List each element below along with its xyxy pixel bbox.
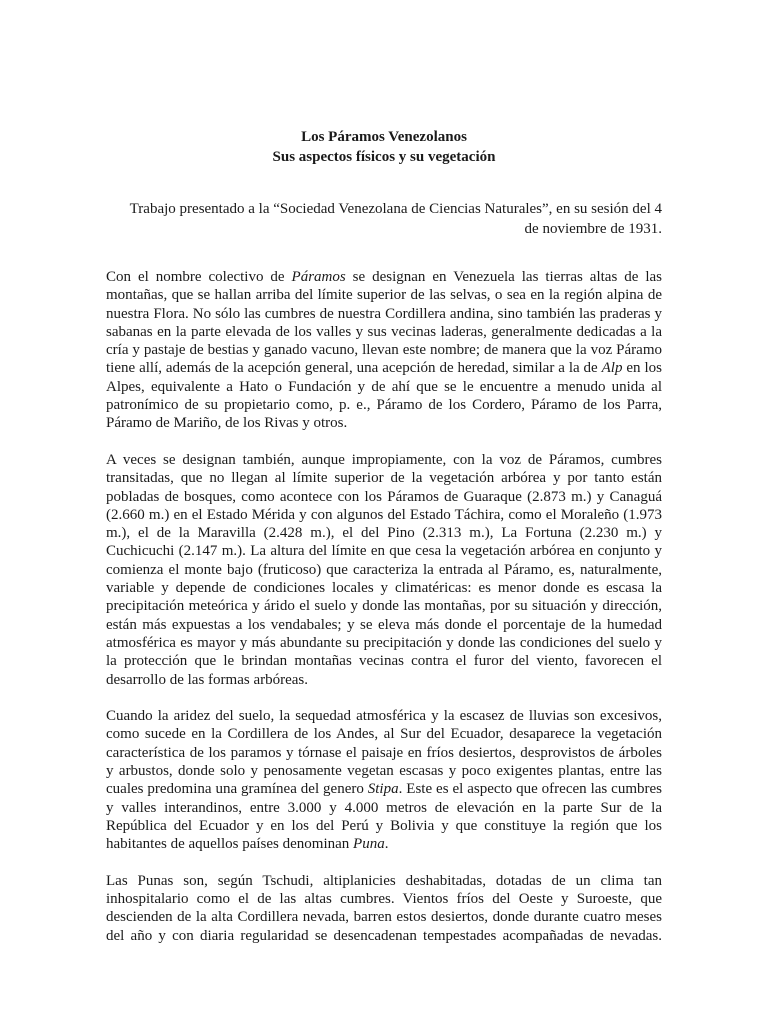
- paragraph-3-italic-stipa: Stipa: [367, 781, 399, 798]
- body-text: [106, 268, 662, 963]
- paragraph-1: [106, 268, 662, 433]
- paragraph-3-italic-puna: Puna: [353, 836, 385, 853]
- presentation-line-1: Trabajo presentado a la “Sociedad Venezolana de Ciencias Naturales”, en su sesión del 4: [129, 201, 662, 217]
- paragraph-3: [106, 707, 662, 853]
- presentation-note: [106, 199, 662, 239]
- document-subtitle: Sus aspectos físicos y su vegetación: [272, 149, 496, 165]
- title-block: [0, 127, 768, 167]
- paragraph-4-text: Las Punas son, según Tschudi, altiplanicies deshabitadas, dotadas de un clima tan inhospitalario como el de las altas cumbres. Vientos fríos del Oeste y Suroeste, que descienden de la alta Cordillera nevada, barren estos desiertos, donde durante cuatro meses del año y con diaria regularidad se desencadenan tempestades acompañadas de nevadas.: [106, 872, 662, 944]
- paragraph-2: [106, 451, 662, 689]
- paragraph-1-text-b: se designan en Venezuela las tierras altas de las montañas, que se hallan arriba del límite superior de las selvas, o sea en la región alpina de nuestra Flora. No sólo las cumbres de nuestra Cordillera andina, sino también las praderas y sabanas en la parte elevada de los valles y sus vecinas laderas, generalmente dedicadas a la cría y pastaje de bestias y ganado vacuno, llevan este nombre; de manera que la voz Páramo tiene allí, además de la acepción general, una acepción de heredad, similar a la de: [106, 269, 662, 377]
- presentation-line-2: de noviembre de 1931.: [524, 221, 662, 237]
- paragraph-3-text-a: Cuando la aridez del suelo, la sequedad atmosférica y la escasez de lluvias son excesivos, como sucede en la Cordillera de los Andes, al Sur del Ecuador, desaparece la vegetación característica de los paramos y tórnase el paisaje en fríos desiertos, desprovistos de árboles y arbustos, donde solo y penosamente vegetan escasas y poco exigentes plantas, entre las cuales predomina una gramínea del genero: [106, 708, 662, 798]
- paragraph-2-text: A veces se designan también, aunque impropiamente, con la voz de Páramos, cumbres transitadas, que no llegan al límite superior de la vegetación arbórea y por tanto están pobladas de bosques, como acontece con los Páramos de Guaraque (2.873 m.) y Canaguá (2.660 m.) en el Estado Mérida y con algunos del Estado Táchira, como el Moraleño (1.973 m.), el de la Maravilla (2.428 m.), el del Pino (2.313 m.), La Fortuna (2.230 m.) y Cuchicuchi (2.147 m.). La altura del límite en que cesa la vegetación arbórea en conjunto y comienza el monte bajo (fruticoso) que caracteriza la entrada al Páramo, es, naturalmente, variable y depende de condiciones locales y climatéricas: es menor donde es escasa la precipitación meteórica y árido el suelo y donde las montañas, por su situación y dirección, están más expuestas a los vendabales; y se eleva más donde el porcentaje de la humedad atmosférica es mayor y más abundante su precipitación y donde las condiciones del suelo y la protección que le brindan montañas vecinas contra el furor del viento, favorecen el desarrollo de las formas arbóreas.: [106, 451, 662, 688]
- document-title: Los Páramos Venezolanos: [301, 129, 467, 145]
- paragraph-1-text-a: Con el nombre colectivo de: [106, 269, 292, 285]
- paragraph-4: [106, 872, 662, 945]
- paragraph-1-italic-paramos: Páramos: [291, 269, 346, 285]
- paragraph-1-italic-alp: Alp: [601, 360, 623, 377]
- paragraph-3-text-c: .: [384, 836, 389, 853]
- paragraph-1-text-c: en los Alpes, equivalente a Hato o Fundación y de ahí que se le encuentre a menudo unida al patronímico de su propietario como, p. e., Páramo de los Cordero, Páramo de los Parra, Páramo de Mariño, de los Rivas y otros.: [106, 360, 662, 432]
- paragraph-3-text-b: . Este es el aspecto que ofrecen las cumbres y valles interandinos, entre 3.000 y 4.000 metros de elevación en la parte Sur de la República del Ecuador y en los del Perú y Bolivia y que constituye la región que los habitantes de aquellos países denominan: [106, 781, 662, 853]
